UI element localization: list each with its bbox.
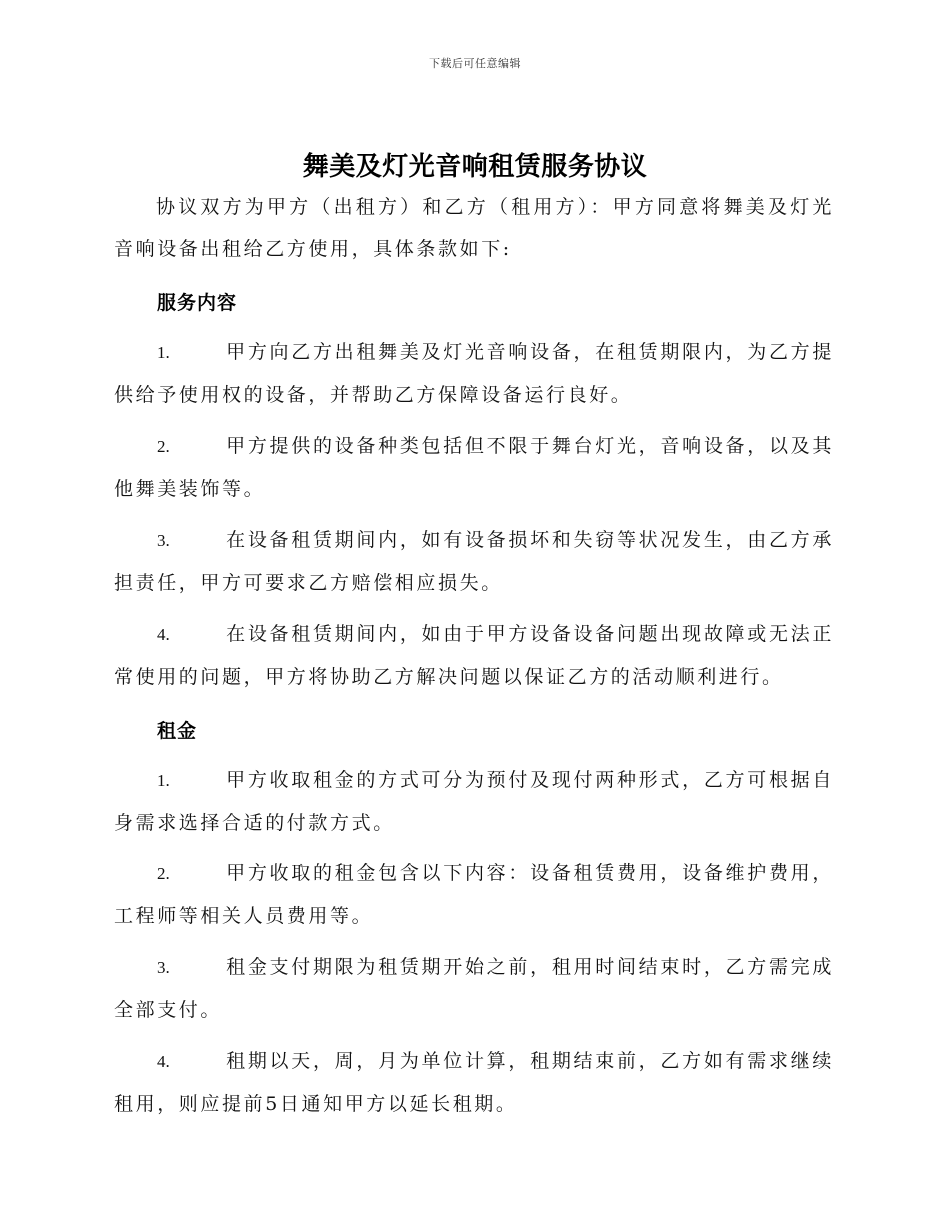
clause-text: 租金支付期限为租赁期开始之前，租用时间结束时，乙方需完成全部支付。 [114, 956, 834, 1021]
clause-text: 甲方提供的设备种类包括但不限于舞台灯光，音响设备，以及其他舞美装饰等。 [114, 435, 834, 500]
clause-text: 甲方收取租金的方式可分为预付及现付两种形式，乙方可根据自身需求选择合适的付款方式。 [114, 769, 834, 834]
clause-number: 4. [157, 625, 170, 644]
rent-clause-2 [114, 852, 834, 937]
document-title: 舞美及灯光音响租赁服务协议 [302, 152, 648, 182]
service-clause-4 [114, 613, 834, 698]
rent-clause-4 [114, 1040, 834, 1125]
header-note: 下载后可任意编辑 [429, 57, 521, 70]
clause-number: 3. [157, 958, 170, 977]
service-clause-3 [114, 519, 834, 604]
clause-number: 3. [157, 531, 170, 550]
service-clause-2 [114, 425, 834, 510]
section-heading-rent: 租金 [157, 720, 198, 742]
section-heading-service: 服务内容 [157, 292, 238, 314]
clause-text: 甲方收取的租金包含以下内容：设备租赁费用，设备维护费用，工程师等相关人员费用等。 [114, 862, 834, 927]
clause-number: 2. [157, 437, 170, 456]
clause-text: 在设备租赁期间内，如由于甲方设备设备问题出现故障或无法正常使用的问题，甲方将协助乙方解决问题以保证乙方的活动顺利进行。 [114, 623, 834, 688]
clause-text: 租期以天，周，月为单位计算，租期结束前，乙方如有需求继续租用，则应提前5日通知甲方以延长租期。 [114, 1050, 834, 1115]
intro-paragraph: 协议双方为甲方（出租方）和乙方（租用方）：甲方同意将舞美及灯光音响设备出租给乙方使用，具体条款如下: [114, 196, 834, 260]
clause-text: 在设备租赁期间内，如有设备损坏和失窃等状况发生，由乙方承担责任，甲方可要求乙方赔偿相应损失。 [114, 529, 834, 594]
clause-number: 2. [157, 864, 170, 883]
rent-clause-1 [114, 759, 834, 844]
rent-clause-3 [114, 946, 834, 1031]
clause-text: 甲方向乙方出租舞美及灯光音响设备，在租赁期限内，为乙方提供给予使用权的设备，并帮助乙方保障设备运行良好。 [114, 341, 834, 406]
clause-number: 1. [157, 343, 170, 362]
clause-number: 4. [157, 1052, 170, 1071]
service-clause-1 [114, 331, 834, 416]
clause-number: 1. [157, 771, 170, 790]
